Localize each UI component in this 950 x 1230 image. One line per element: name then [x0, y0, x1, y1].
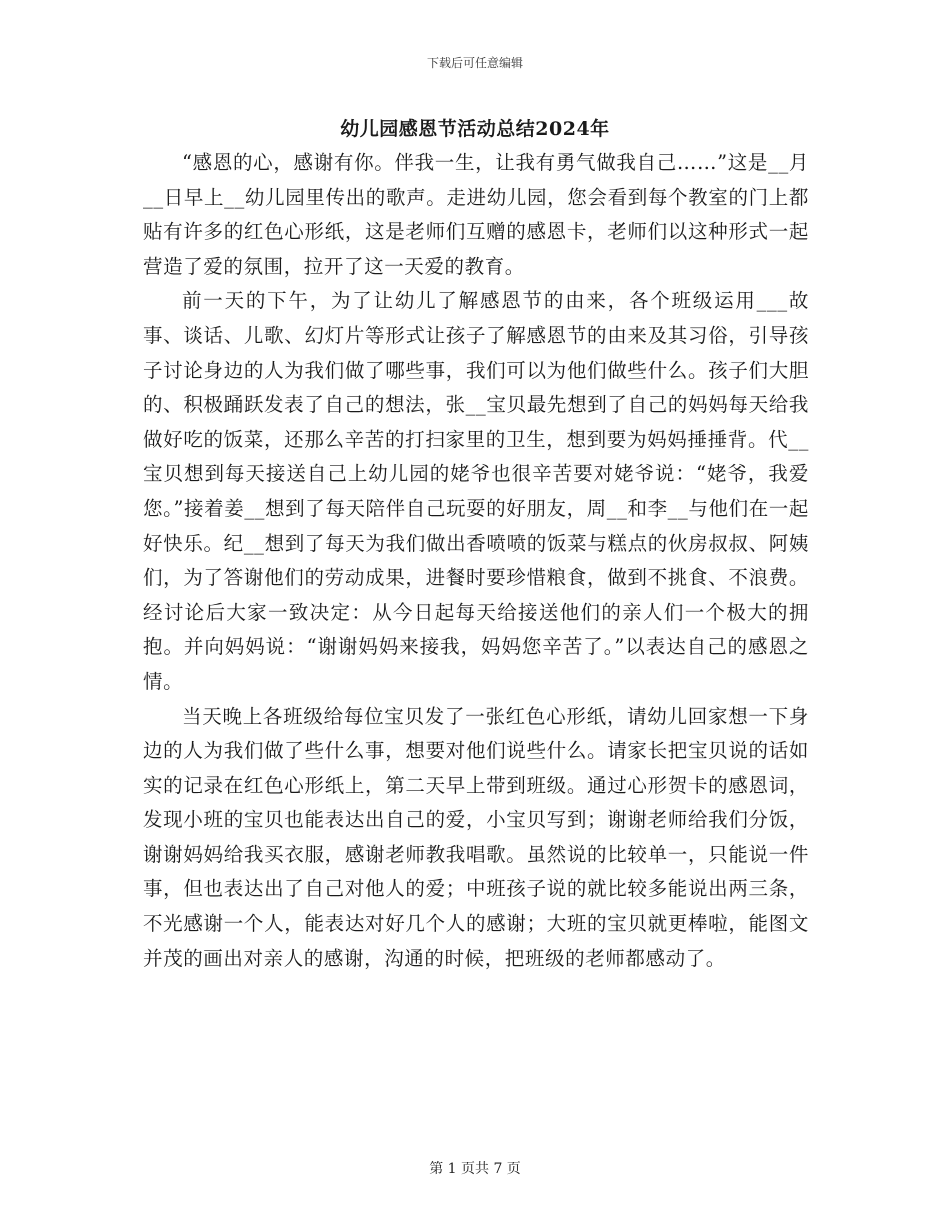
- header-note: 下载后可任意编辑: [426, 56, 523, 70]
- page-number: 第 1 页共 7 页: [429, 1161, 521, 1177]
- document-title: 幼儿园感恩节活动总结2024年: [340, 118, 610, 140]
- document-body: [143, 146, 809, 976]
- paragraph-1: “感恩的心，感谢有你。伴我一生，让我有勇气做我自己……”这是__月__日早上__幼儿园里传出的歌声。走进幼儿园，您会看到每个教室的门上都贴有许多的红色心形纸，这是老师们互赠的感恩卡，老师们以这种形式一起营造了爱的氛围，拉开了这一天爱的教育。: [143, 151, 809, 278]
- paragraph-3: 当天晚上各班级给每位宝贝发了一张红色心形纸，请幼儿回家想一下身边的人为我们做了些什么事，想要对他们说些什么。请家长把宝贝说的话如实的记录在红色心形纸上，第二天早上带到班级。通过心形贺卡的感恩词，发现小班的宝贝也能表达出自己的爱，小宝贝写到；谢谢老师给我们分饭，谢谢妈妈给我买衣服，感谢老师教我唱歌。虽然说的比较单一，只能说一件事，但也表达出了自己对他人的爱；中班孩子说的就比较多能说出两三条，不光感谢一个人，能表达对好几个人的感谢；大班的宝贝就更棒啦，能图文并茂的画出对亲人的感谢，沟通的时候，把班级的老师都感动了。: [143, 704, 809, 970]
- paragraph-2: 前一天的下午，为了让幼儿了解感恩节的由来，各个班级运用___故事、谈话、儿歌、幻灯片等形式让孩子了解感恩节的由来及其习俗，引导孩子讨论身边的人为我们做了哪些事，我们可以为他们做些什么。孩子们大胆的、积极踊跃发表了自己的想法，张__宝贝最先想到了自己的妈妈每天给我做好吃的饭菜，还那么辛苦的打扫家里的卫生，想到要为妈妈捶捶背。代__宝贝想到每天接送自己上幼儿园的姥爷也很辛苦要对姥爷说：“姥爷，我爱您。”接着姜__想到了每天陪伴自己玩耍的好朋友，周__和李__与他们在一起好快乐。纪__想到了每天为我们做出香喷喷的饭菜与糕点的伙房叔叔、阿姨们，为了答谢他们的劳动成果，进餐时要珍惜粮食，做到不挑食、不浪费。经讨论后大家一致决定：从今日起每天给接送他们的亲人们一个极大的拥抱。并向妈妈说：“谢谢妈妈来接我，妈妈您辛苦了。”以表达自己的感恩之情。: [143, 289, 809, 693]
